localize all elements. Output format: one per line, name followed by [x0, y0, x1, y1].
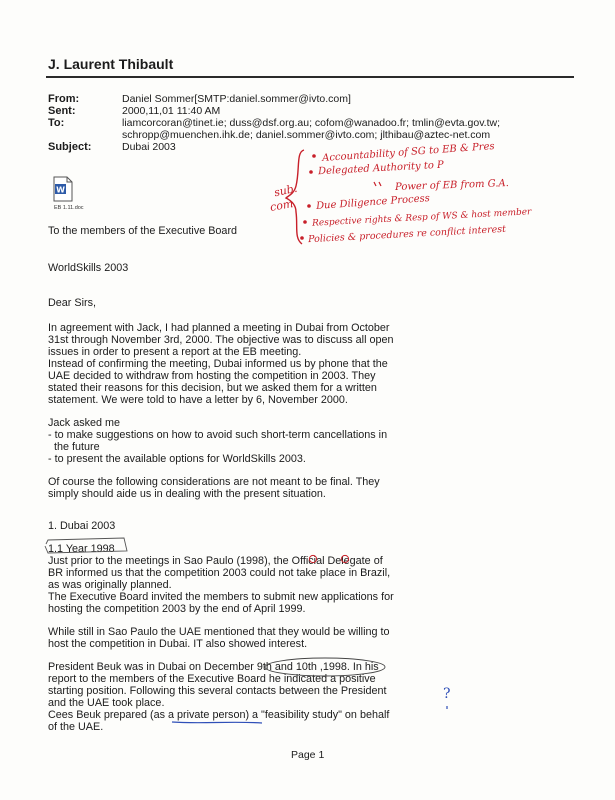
para1-line: issues in order to present a report at the EB meeting.: [48, 346, 302, 358]
sent-label: Sent:: [48, 105, 76, 117]
header-rule: [46, 76, 574, 78]
from-label: From:: [48, 93, 80, 105]
blue-underline: [172, 722, 262, 723]
red-bullet: [303, 220, 307, 224]
para1-line: stated their reasons for this decision, but we asked them for a written: [48, 382, 377, 394]
handwritten-item: Respective rights & Resp of WS & host member: [311, 207, 532, 229]
para4-line: as was originally planned.: [48, 579, 172, 591]
para6-line: President Beuk was in Dubai on December 9th and 10th ,1998. In his: [48, 661, 379, 673]
para1-line: In agreement with Jack, I had planned a meeting in Dubai from October: [48, 322, 390, 334]
para4-line: hosting the competition 2003 by the end of April 1999.: [48, 603, 306, 615]
para3-line: Of course the following considerations are not meant to be final. They: [48, 476, 380, 488]
red-bullet: [300, 236, 304, 240]
subject-label: Subject:: [48, 141, 92, 153]
para6-line: Cees Beuk prepared (as a private person) a "feasibility study" on behalf: [48, 709, 390, 721]
sent-value: 2000,11,01 11:40 AM: [122, 105, 221, 117]
para6-line: of the UAE.: [48, 721, 104, 733]
salutation: Dear Sirs,: [48, 297, 96, 309]
para2-line: - to present the available options for WorldSkills 2003.: [48, 453, 306, 465]
para1-line: UAE decided to withdraw from hosting the competition in 2003. They: [48, 370, 376, 382]
para2-line: - to make suggestions on how to avoid such short-term cancellations in: [48, 429, 388, 441]
para2-line: the future: [48, 441, 100, 453]
subsection-heading: 1.1 Year 1998: [48, 543, 115, 555]
para5-line: host the competition in Dubai. IT also showed interest.: [48, 638, 308, 650]
handwritten-side-note: com: [269, 197, 295, 214]
red-bullet: [312, 154, 316, 158]
para4-line: Just prior to the meetings in Sao Paulo (1998), the Official Delegate of: [48, 555, 383, 567]
handwritten-side-note: sub.: [272, 181, 299, 200]
para4-line: BR informed us that the competition 2003 could not take place in Brazil,: [48, 567, 391, 579]
handwritten-item: Delegated Authority to P: [317, 159, 445, 178]
to-line-1: liamcorcoran@tinet.ie; duss@dsf.org.au; cofom@wanadoo.fr; tmlin@evta.gov.tw;: [122, 117, 501, 129]
ditto-mark: [374, 182, 381, 186]
word-document-icon[interactable]: [52, 176, 74, 202]
para6-line: and the UAE took place.: [48, 697, 165, 709]
sender-name: J. Laurent Thibault: [48, 56, 174, 72]
para1-line: statement. We were told to have a letter by 6, November 2000.: [48, 394, 348, 406]
svg-text:W: W: [56, 185, 65, 195]
page-number: Page 1: [291, 749, 325, 761]
para2-line: Jack asked me: [48, 417, 121, 429]
handwritten-item: Policies & procedures re conflict interest: [307, 223, 507, 246]
red-bullet: [309, 170, 313, 174]
handwritten-item: Power of EB from G.A.: [394, 178, 510, 193]
para1-line: 31st through November 3rd, 2000. The objective was to discuss all open: [48, 334, 394, 346]
section-heading: 1. Dubai 2003: [48, 520, 116, 532]
handwritten-item: Due Diligence Process: [315, 193, 431, 212]
para3-line: simply should aide us in dealing with the present situation.: [48, 488, 326, 500]
event-line: WorldSkills 2003: [48, 262, 129, 274]
para4-line: The Executive Board invited the members to submit new applications for: [48, 591, 394, 603]
handwritten-item: Accountability of SG to EB & Pres: [321, 140, 495, 165]
red-bullet: [307, 204, 311, 208]
subject-value: Dubai 2003: [122, 141, 176, 153]
para6-line: report to the members of the Executive Board he indicated a positive: [48, 673, 376, 685]
attachment-name[interactable]: EB 1.11.doc: [54, 205, 84, 211]
recipients-line: To the members of the Executive Board: [48, 225, 238, 237]
to-line-2: schropp@muenchen.ihk.de; daniel.sommer@ivto.com; jlthibau@aztec-net.com: [122, 129, 491, 141]
para5-line: While still in Sao Paulo the UAE mentioned that they would be willing to: [48, 626, 390, 638]
from-value: Daniel Sommer[SMTP:daniel.sommer@ivto.com]: [122, 93, 351, 105]
to-label: To:: [48, 117, 65, 129]
handwritten-question-mark: ?: [443, 686, 451, 702]
para1-line: Instead of confirming the meeting, Dubai informed us by phone that the: [48, 358, 388, 370]
para6-line: starting position. Following this several contacts between the President: [48, 685, 387, 697]
